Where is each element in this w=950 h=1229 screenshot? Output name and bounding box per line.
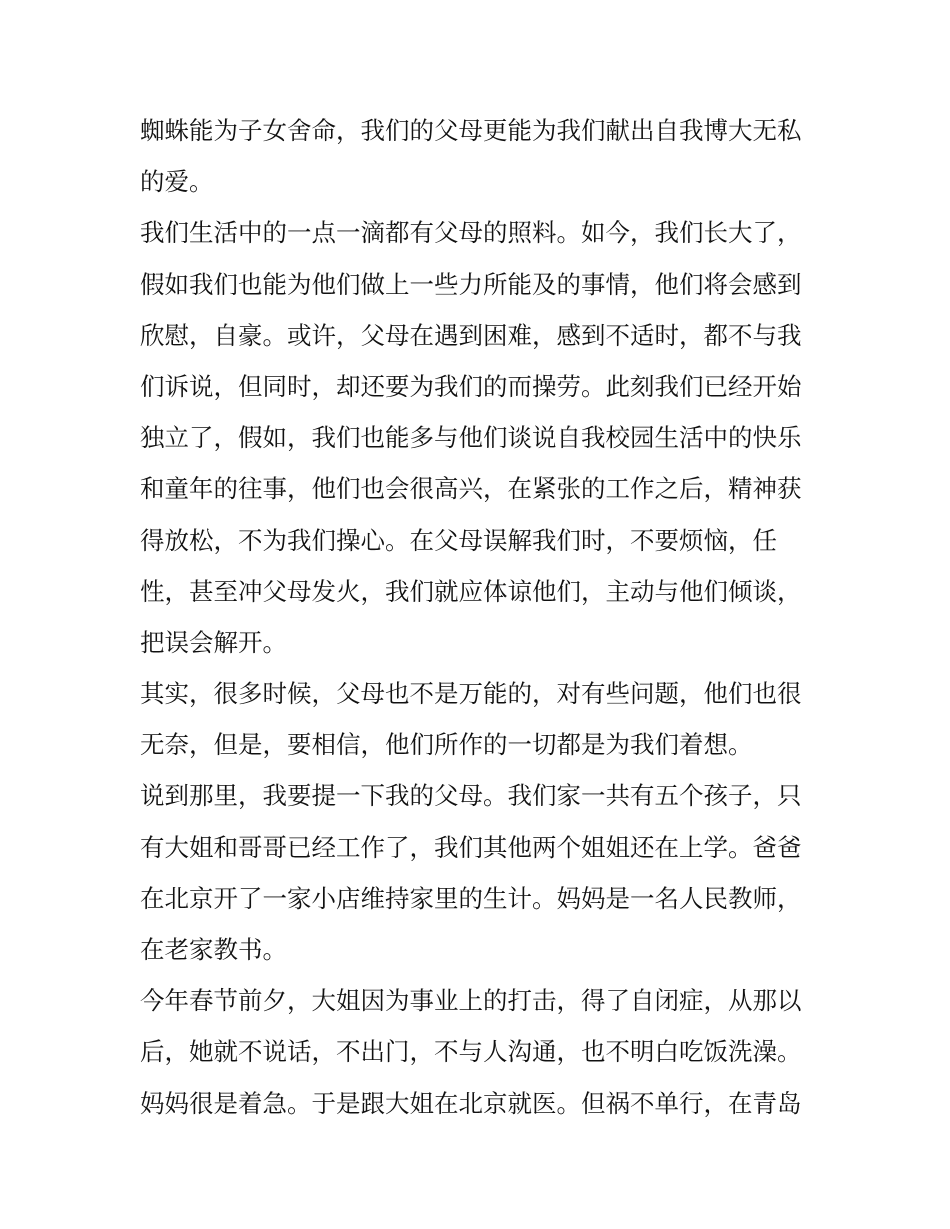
body-text	[140, 105, 820, 1129]
text-line: 我们生活中的一点一滴都有父母的照料。如今，我们长大了，	[140, 218, 802, 248]
text-line: 的爱。	[140, 167, 214, 197]
text-line: 性，甚至冲父母发火，我们就应体谅他们，主动与他们倾谈，	[140, 576, 802, 606]
text-line: 今年春节前夕，大姐因为事业上的打击，得了自闭症，从那以	[140, 986, 802, 1016]
text-line: 无奈，但是，要相信，他们所作的一切都是为我们着想。	[140, 730, 753, 760]
text-line: 蜘蛛能为子女舍命，我们的父母更能为我们献出自我博大无私	[140, 116, 802, 145]
text-line: 其实，很多时候，父母也不是万能的，对有些问题，他们也很	[140, 679, 802, 709]
text-line: 和童年的往事，他们也会很高兴，在紧张的工作之后，精神获	[140, 474, 802, 504]
text-line: 在老家教书。	[140, 935, 287, 964]
text-line: 假如我们也能为他们做上一些力所能及的事情，他们将会感到	[140, 269, 802, 299]
text-line: 得放松，不为我们操心。在父母误解我们时，不要烦恼，任	[140, 525, 777, 555]
text-line: 后，她就不说话，不出门，不与人沟通，也不明白吃饭洗澡。	[140, 1037, 802, 1067]
text-line: 妈妈很是着急。于是跟大姐在北京就医。但祸不单行，在青岛	[140, 1088, 802, 1118]
text-line: 说到那里，我要提一下我的父母。我们家一共有五个孩子，只	[140, 781, 802, 811]
text-line: 们诉说，但同时，却还要为我们的而操劳。此刻我们已经开始	[140, 371, 802, 401]
text-line: 把误会解开。	[140, 627, 287, 657]
text-line: 在北京开了一家小店维持家里的生计。妈妈是一名人民教师，	[140, 883, 802, 913]
text-line: 独立了，假如，我们也能多与他们谈说自我校园生活中的快乐	[140, 423, 802, 453]
text-line: 欣慰，自豪。或许，父母在遇到困难，感到不适时，都不与我	[140, 320, 802, 350]
text-line: 有大姐和哥哥已经工作了，我们其他两个姐姐还在上学。爸爸	[140, 832, 802, 862]
